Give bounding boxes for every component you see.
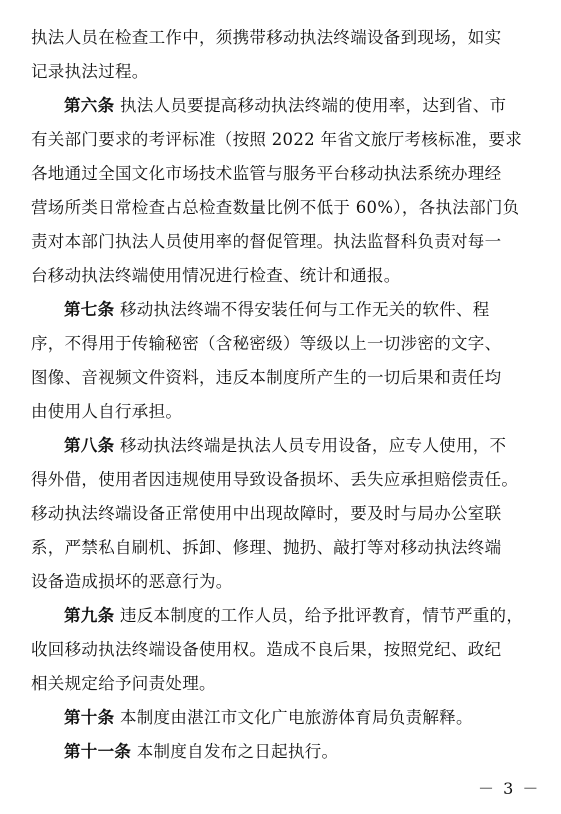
article-7-first-line — [64, 300, 532, 320]
article-6-first-line — [64, 96, 532, 116]
intro-line-2: 记录执法过程。 — [31, 62, 149, 81]
article-9-text-3: 相关规定给予问责处理。 — [31, 674, 216, 693]
article-7-heading: 第七条 — [64, 300, 115, 319]
article-10-line — [64, 708, 532, 728]
article-7-text-2: 序，不得用于传输秘密（含秘密级）等级以上一切涉密的文字、 — [31, 334, 502, 353]
intro-line-1: 执法人员在检查工作中，须携带移动执法终端设备到现场，如实 — [31, 28, 502, 47]
article-9-text-2: 收回移动执法终端设备使用权。造成不良后果，按照党纪、政纪 — [31, 640, 502, 659]
article-7-text-1: 移动执法终端不得安装任何与工作无关的软件、程 — [119, 300, 490, 319]
article-8-text-1: 移动执法终端是执法人员专用设备，应专人使用，不 — [119, 436, 507, 455]
article-8-heading: 第八条 — [64, 436, 115, 455]
article-6-text-4: 营场所类日常检查占总检查数量比例不低于 60%），各执法部门负 — [31, 198, 520, 217]
article-10-heading: 第十条 — [64, 708, 115, 727]
article-6-text-6: 台移动执法终端使用情况进行检查、统计和通报。 — [31, 266, 401, 285]
article-8-text-2: 得外借，使用者因违规使用导致设备损坏、丢失应承担赔偿责任。 — [31, 470, 519, 489]
article-10-text-1: 本制度由湛江市文化广电旅游体育局负责解释。 — [119, 708, 473, 727]
article-6-text-5: 责对本部门执法人员使用率的督促管理。执法监督科负责对每一 — [31, 232, 502, 251]
page-number: － 3 － — [478, 779, 541, 798]
article-11-heading: 第十一条 — [64, 742, 132, 761]
article-11-line — [64, 742, 532, 762]
article-7-text-4: 由使用人自行承担。 — [31, 402, 183, 421]
article-6-text-2: 有关部门要求的考评标准（按照 2022 年省文旅厅考核标准，要求 — [31, 130, 523, 149]
article-11-text-1: 本制度自发布之日起执行。 — [136, 742, 339, 761]
article-8-text-4: 系，严禁私自刷机、拆卸、修理、抛扔、敲打等对移动执法终端 — [31, 538, 502, 557]
article-6-text-1: 执法人员要提高移动执法终端的使用率，达到省、市 — [119, 96, 507, 115]
article-8-text-3: 移动执法终端设备正常使用中出现故障时，要及时与局办公室联 — [31, 504, 502, 523]
article-9-heading: 第九条 — [64, 606, 115, 625]
article-7-text-3: 图像、音视频文件资料，违反本制度所产生的一切后果和责任均 — [31, 368, 502, 387]
article-8-first-line — [64, 436, 532, 456]
article-6-heading: 第六条 — [64, 96, 115, 115]
article-6-text-3: 各地通过全国文化市场技术监管与服务平台移动执法系统办理经 — [31, 164, 502, 183]
article-8-text-5: 设备造成损坏的恶意行为。 — [31, 572, 233, 591]
article-9-first-line — [64, 606, 532, 626]
article-9-text-1: 违反本制度的工作人员，给予批评教育，情节严重的， — [119, 606, 524, 625]
